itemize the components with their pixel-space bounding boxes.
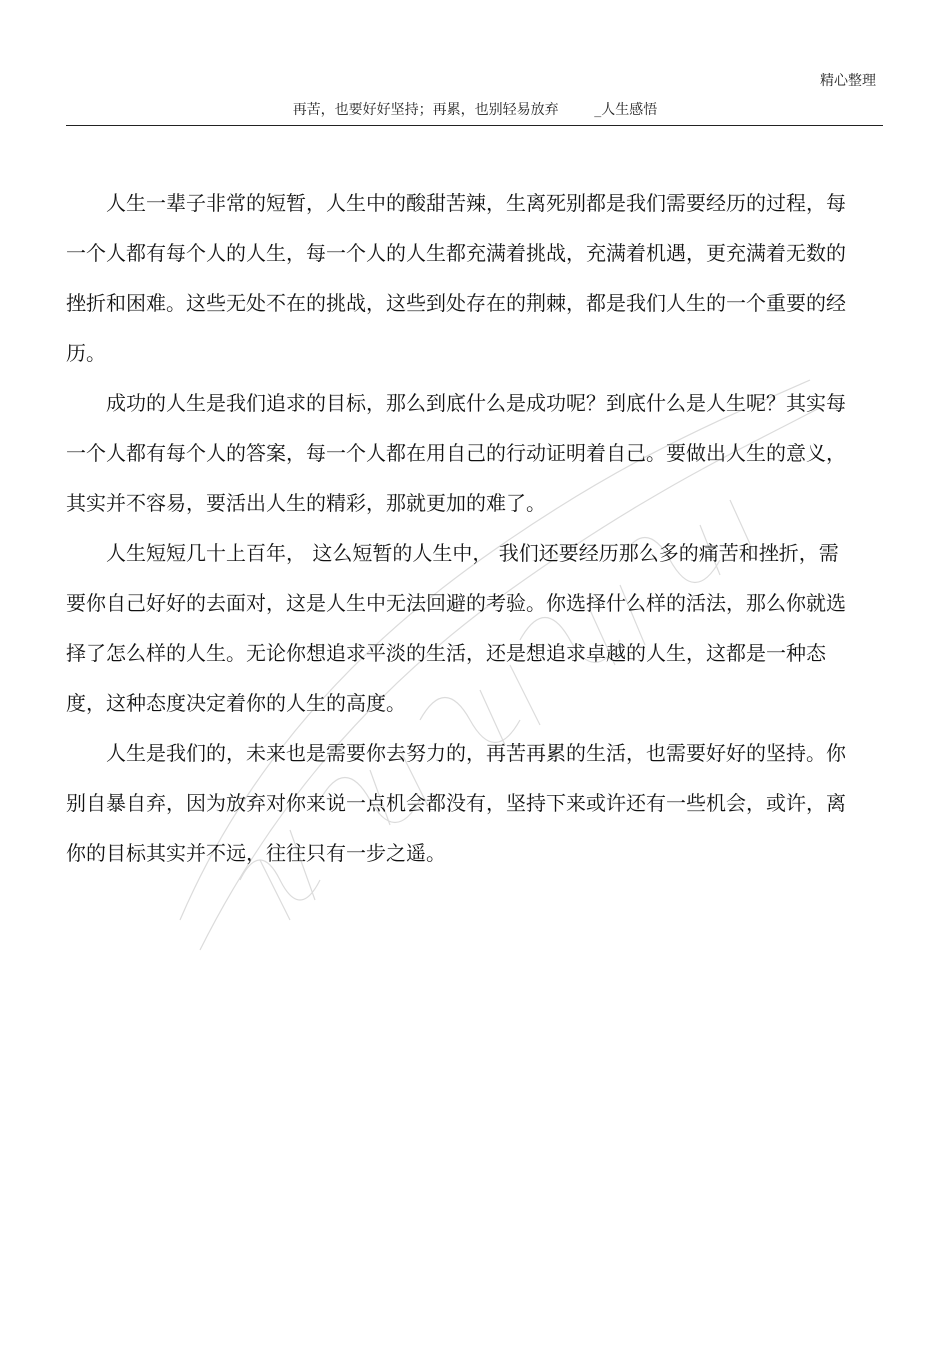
- header-title: 再苦，也要好好坚持；再累，也别轻易放弃 _人生感悟: [292, 102, 658, 118]
- article-body: [66, 178, 846, 878]
- paragraph-4: 人生是我们的，未来也是需要你去努力的，再苦再累的生活，也需要好好的坚持。你别自暴自弃，因为放弃对你来说一点机会都没有，坚持下来或许还有一些机会，或许，离你的目标其实并不远，往往只有一步之遥。: [66, 741, 846, 865]
- paragraph-3: 人生短短几十上百年， 这么短暂的人生中， 我们还要经历那么多的痛苦和挫折，需要你自己好好的去面对，这是人生中无法回避的考验。你选择什么样的活法，那么你就选择了怎么样的人生。无论你想追求平淡的生活，还是想追求卓越的人生，这都是一种态度，这种态度决定着你的人生的高度。: [66, 541, 846, 715]
- header-divider: [66, 125, 883, 126]
- header-right-label: 精心整理: [820, 73, 876, 89]
- paragraph-1: 人生一辈子非常的短暂，人生中的酸甜苦辣，生离死别都是我们需要经历的过程，每一个人都有每个人的人生，每一个人的人生都充满着挑战，充满着机遇，更充满着无数的挫折和困难。这些无处不在的挑战，这些到处存在的荆棘，都是我们人生的一个重要的经历。: [66, 191, 846, 365]
- paragraph-2: 成功的人生是我们追求的目标，那么到底什么是成功呢？到底什么是人生呢？其实每一个人都有每个人的答案，每一个人都在用自己的行动证明着自己。要做出人生的意义，其实并不容易，要活出人生的精彩，那就更加的难了。: [66, 391, 846, 515]
